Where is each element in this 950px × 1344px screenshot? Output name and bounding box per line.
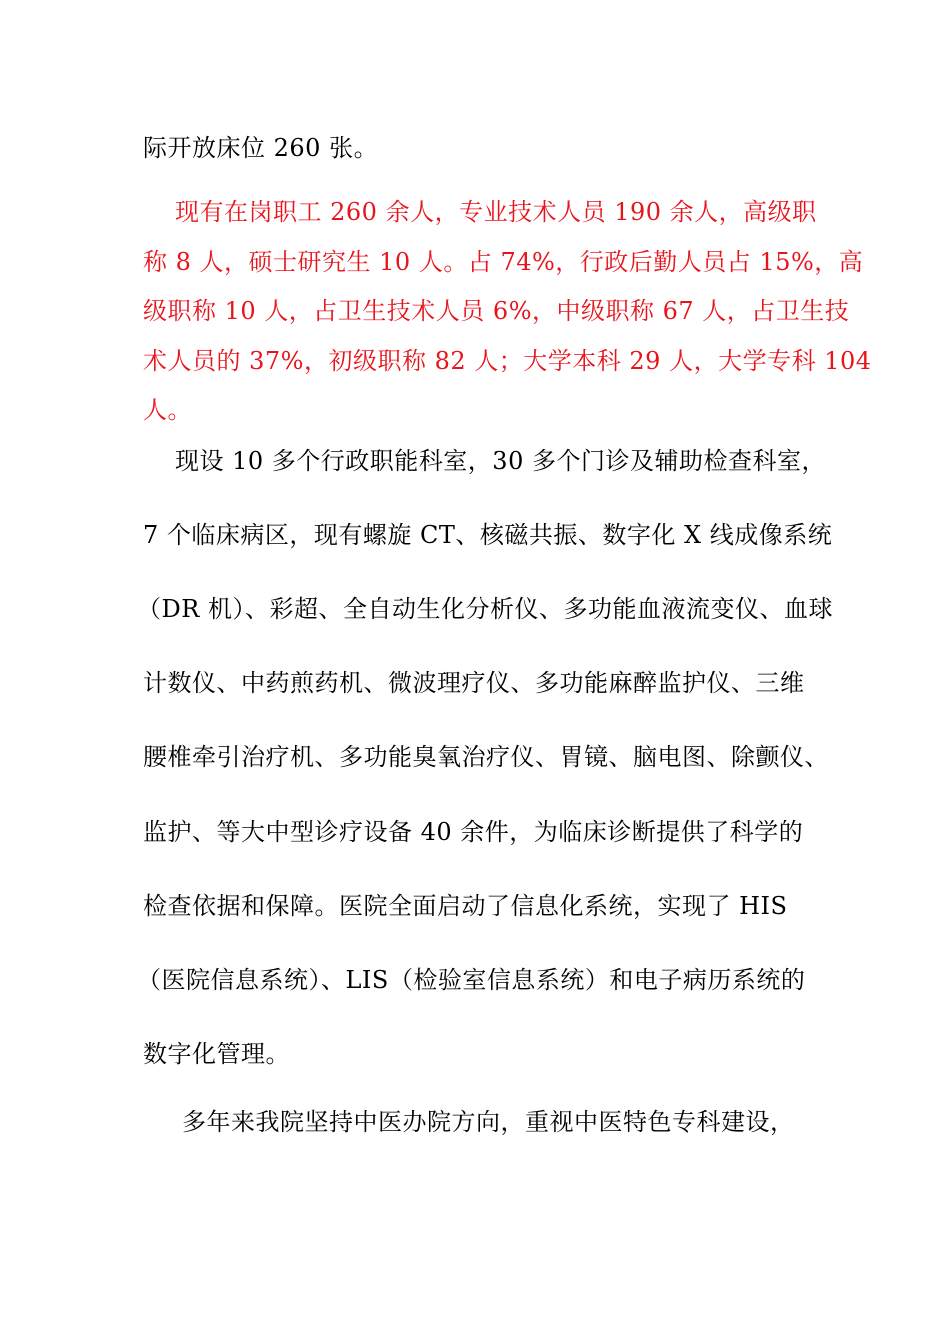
text-line-4: 级职称 10 人，占卫生技术人员 6%，中级职称 67 人，占卫生技 — [143, 297, 850, 325]
text-line-5: 术人员的 37%，初级职称 82 人；大学本科 29 人，大学专科 104 — [143, 347, 872, 375]
text-line-15: 数字化管理。 — [143, 1040, 290, 1068]
text-line-13: 检查依据和保障。医院全面启动了信息化系统，实现了 HIS — [143, 892, 788, 920]
text-line-6: 人。 — [143, 396, 192, 424]
text-line-11: 腰椎牵引治疗机、多功能臭氧治疗仪、胃镜、脑电图、除颤仪、 — [143, 743, 829, 771]
text-line-14: （医院信息系统）、LIS（检验室信息系统）和电子病历系统的 — [137, 966, 806, 994]
text-line-2: 现有在岗职工 260 余人，专业技术人员 190 余人，高级职 — [175, 198, 817, 226]
text-line-8: 7 个临床病区，现有螺旋 CT、核磁共振、数字化 X 线成像系统 — [143, 521, 833, 549]
text-line-10: 计数仪、中药煎药机、微波理疗仪、多功能麻醉监护仪、三维 — [143, 669, 805, 697]
text-line-16: 多年来我院坚持中医办院方向，重视中医特色专科建设， — [182, 1108, 795, 1136]
text-line-1: 际开放床位 260 张。 — [143, 134, 379, 162]
text-line-9: （DR 机）、彩超、全自动生化分析仪、多功能血液流变仪、血球 — [137, 595, 833, 623]
text-line-3: 称 8 人，硕士研究生 10 人。占 74%，行政后勤人员占 15%，高 — [143, 248, 864, 276]
text-line-7: 现设 10 多个行政职能科室，30 多个门诊及辅助检查科室， — [175, 447, 826, 475]
text-line-12: 监护、等大中型诊疗设备 40 余件，为临床诊断提供了科学的 — [143, 818, 804, 846]
